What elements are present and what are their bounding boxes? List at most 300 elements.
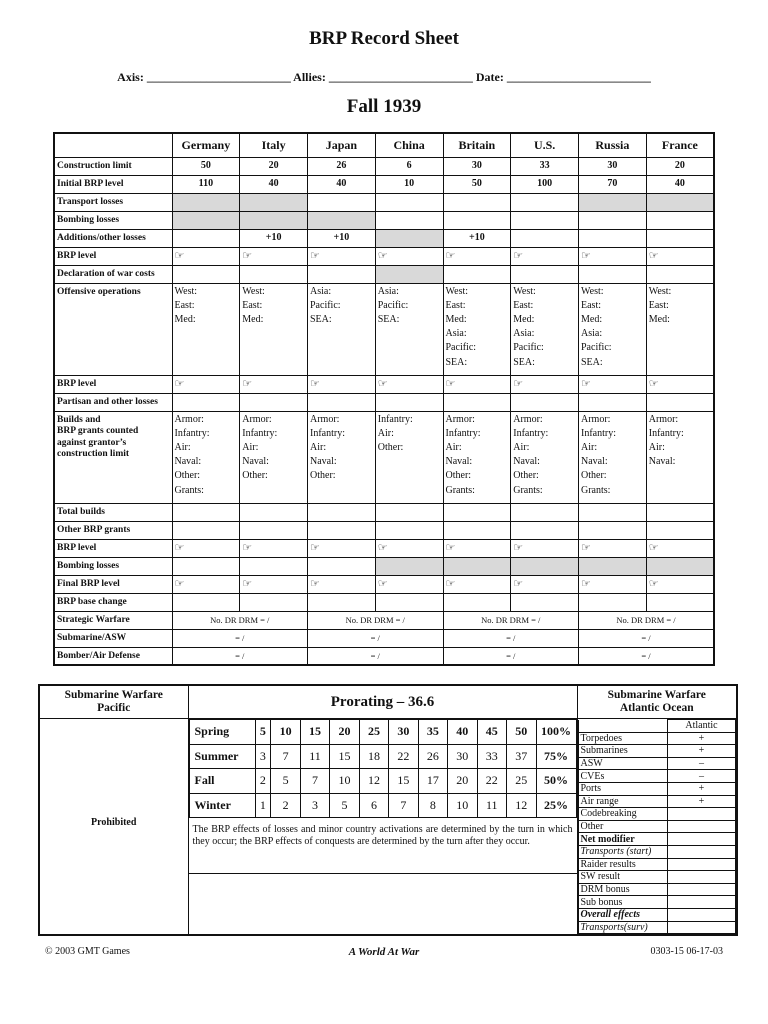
pointing-hand-icon: ☞ <box>648 577 659 590</box>
row-label: Partisan and other losses <box>54 393 172 411</box>
atlantic-row-label: Transports (start) <box>578 845 668 858</box>
combat-cell[interactable]: = / <box>443 647 579 665</box>
prorating-note: The BRP effects of losses and minor country activations are determined by the turn in which they occur; the BRP effects of conquests are determined by the turn after they occur. <box>189 818 577 874</box>
atlantic-row <box>578 833 736 846</box>
row-label: Bombing losses <box>54 557 172 575</box>
cell-additions[interactable] <box>172 229 240 247</box>
atlantic-row <box>578 795 736 808</box>
prorating-value: 17 <box>418 769 447 794</box>
cell-transport-losses[interactable] <box>172 193 240 211</box>
cell-brp-level-1[interactable] <box>375 247 443 265</box>
cell-brp-level-3[interactable] <box>579 539 647 557</box>
pointing-hand-icon: ☞ <box>174 377 185 390</box>
atlantic-row-value[interactable] <box>668 921 736 934</box>
cell-partisan[interactable] <box>308 393 376 411</box>
cell-bombing-losses-1[interactable] <box>240 211 308 229</box>
combat-cell[interactable]: = / <box>443 629 579 647</box>
prorating-title: Prorating – 36.6 <box>188 685 577 719</box>
cell-offensive[interactable]: West: East: Med: Asia: Pacific: SEA: <box>579 283 647 375</box>
row-brp-level-1 <box>54 247 714 265</box>
atlantic-row <box>578 896 736 909</box>
atlantic-row <box>578 808 736 821</box>
cell-bombing-losses-2[interactable] <box>375 557 443 575</box>
cell-brp-level-3[interactable] <box>172 539 240 557</box>
cell-brp-level-3[interactable] <box>443 539 511 557</box>
cell-partisan[interactable] <box>375 393 443 411</box>
prorating-value: 3 <box>255 744 271 769</box>
cell-total-builds[interactable] <box>308 503 376 521</box>
prorating-value: 10 <box>448 793 477 818</box>
atlantic-row-label: Submarines <box>578 745 668 758</box>
combat-cell[interactable]: = / <box>579 629 715 647</box>
atlantic-row-value[interactable]: + <box>668 745 736 758</box>
cell-base-change[interactable] <box>646 593 714 611</box>
row-construction-limit <box>54 157 714 175</box>
cell-base-change[interactable] <box>375 593 443 611</box>
prorating-value: 40 <box>448 720 477 745</box>
cell-total-builds[interactable] <box>579 503 647 521</box>
prorating-value: 15 <box>300 720 329 745</box>
row-label: Bomber/Air Defense <box>54 647 172 665</box>
atlantic-row-label: Transports(surv) <box>578 921 668 934</box>
cell-construction-limit[interactable]: 26 <box>308 157 376 175</box>
row-label: Construction limit <box>54 157 172 175</box>
cell-offensive[interactable]: West: East: Med: <box>172 283 240 375</box>
country-header: Britain <box>443 133 511 157</box>
cell-total-builds[interactable] <box>172 503 240 521</box>
pointing-hand-icon: ☞ <box>242 249 253 262</box>
cell-other-grants[interactable] <box>646 521 714 539</box>
prorating-section <box>188 719 577 936</box>
cell-total-builds[interactable] <box>646 503 714 521</box>
cell-brp-level-2[interactable] <box>375 375 443 393</box>
pointing-hand-icon: ☞ <box>242 577 253 590</box>
row-submarine <box>54 629 714 647</box>
cell-initial-brp[interactable]: 110 <box>172 175 240 193</box>
brp-record-table <box>53 132 715 666</box>
cell-brp-level-2[interactable] <box>511 375 579 393</box>
cell-offensive[interactable]: West: East: Med: <box>646 283 714 375</box>
pointing-hand-icon: ☞ <box>174 249 185 262</box>
prorating-value: 7 <box>300 769 329 794</box>
cell-declaration[interactable] <box>443 265 511 283</box>
cell-transport-losses[interactable] <box>375 193 443 211</box>
cell-total-builds[interactable] <box>240 503 308 521</box>
cell-builds[interactable]: Armor: Infantry: Air: Naval: Other: Grants: <box>579 411 647 503</box>
pointing-hand-icon: ☞ <box>581 541 591 554</box>
row-offensive <box>54 283 714 375</box>
cell-additions[interactable]: +10 <box>240 229 308 247</box>
pointing-hand-icon: ☞ <box>513 577 524 590</box>
cell-other-grants[interactable] <box>443 521 511 539</box>
cell-transport-losses[interactable] <box>579 193 647 211</box>
prorating-percent: 50% <box>536 769 576 794</box>
cell-brp-level-1[interactable] <box>308 247 376 265</box>
cell-construction-limit[interactable]: 20 <box>646 157 714 175</box>
prorating-value: 8 <box>418 793 447 818</box>
atlantic-row-value[interactable] <box>668 858 736 871</box>
prorating-percent: 75% <box>536 744 576 769</box>
cell-offensive[interactable]: Asia: Pacific: SEA: <box>375 283 443 375</box>
cell-bombing-losses-1[interactable] <box>579 211 647 229</box>
cell-brp-level-1[interactable] <box>579 247 647 265</box>
atlantic-row <box>578 782 736 795</box>
atlantic-row <box>578 858 736 871</box>
cell-construction-limit[interactable]: 20 <box>240 157 308 175</box>
cell-total-builds[interactable] <box>443 503 511 521</box>
cell-initial-brp[interactable]: 70 <box>579 175 647 193</box>
cell-partisan[interactable] <box>579 393 647 411</box>
pointing-hand-icon: ☞ <box>581 577 591 590</box>
row-label: BRP base change <box>54 593 172 611</box>
cell-other-grants[interactable] <box>375 521 443 539</box>
pointing-hand-icon: ☞ <box>445 541 456 554</box>
atlantic-row <box>578 732 736 745</box>
cell-construction-limit[interactable]: 50 <box>172 157 240 175</box>
cell-brp-level-2[interactable] <box>172 375 240 393</box>
cell-brp-level-1[interactable] <box>240 247 308 265</box>
atlantic-row-value[interactable] <box>668 845 736 858</box>
atlantic-row <box>578 921 736 934</box>
prorating-value: 2 <box>255 769 271 794</box>
cell-final-brp[interactable] <box>375 575 443 593</box>
cell-bombing-losses-1[interactable] <box>308 211 376 229</box>
atlantic-row-value[interactable] <box>668 883 736 896</box>
prorating-value: 50 <box>506 720 536 745</box>
atlantic-row-value[interactable]: + <box>668 782 736 795</box>
sw-pacific-title: Submarine Warfare Pacific <box>39 685 188 719</box>
atlantic-row-value[interactable]: – <box>668 757 736 770</box>
cell-declaration[interactable] <box>172 265 240 283</box>
atlantic-header-row <box>578 720 736 733</box>
cell-partisan[interactable] <box>240 393 308 411</box>
combat-cell[interactable]: No. DR DRM = / <box>443 611 579 629</box>
prorating-row <box>189 744 576 769</box>
cell-brp-level-2[interactable] <box>240 375 308 393</box>
pointing-hand-icon: ☞ <box>648 377 659 390</box>
cell-base-change[interactable] <box>172 593 240 611</box>
pointing-hand-icon: ☞ <box>513 377 524 390</box>
cell-bombing-losses-2[interactable] <box>646 557 714 575</box>
row-label: BRP level <box>54 539 172 557</box>
prorating-percent: 25% <box>536 793 576 818</box>
pointing-hand-icon: ☞ <box>513 541 524 554</box>
pointing-hand-icon: ☞ <box>445 249 456 262</box>
combat-cell[interactable]: = / <box>308 629 444 647</box>
prorating-value: 5 <box>271 769 300 794</box>
row-label: Declaration of war costs <box>54 265 172 283</box>
atlantic-row <box>578 757 736 770</box>
atlantic-row-label: Net modifier <box>578 833 668 846</box>
cell-other-grants[interactable] <box>240 521 308 539</box>
cell-other-grants[interactable] <box>579 521 647 539</box>
combat-cell[interactable]: No. DR DRM = / <box>172 611 308 629</box>
cell-final-brp[interactable] <box>240 575 308 593</box>
sw-atlantic-title: Submarine Warfare Atlantic Ocean <box>577 685 737 719</box>
combat-cell[interactable]: = / <box>308 647 444 665</box>
atlantic-row-value[interactable]: + <box>668 732 736 745</box>
row-label: Bombing losses <box>54 211 172 229</box>
pointing-hand-icon: ☞ <box>310 249 320 262</box>
prorating-value: 25 <box>506 769 536 794</box>
cell-builds[interactable]: Armor: Infantry: Air: Naval: Other: Grants: <box>172 411 240 503</box>
cell-declaration[interactable] <box>375 265 443 283</box>
cell-other-grants[interactable] <box>172 521 240 539</box>
cell-construction-limit[interactable]: 30 <box>443 157 511 175</box>
cell-brp-level-3[interactable] <box>511 539 579 557</box>
row-label: Additions/other losses <box>54 229 172 247</box>
prorating-table <box>189 719 577 818</box>
prorating-value: 37 <box>506 744 536 769</box>
cell-offensive[interactable]: West: East: Med: Asia: Pacific: SEA: <box>443 283 511 375</box>
row-label: Builds and BRP grants counted against grantor’s construction limit <box>54 411 172 503</box>
cell-base-change[interactable] <box>240 593 308 611</box>
cell-declaration[interactable] <box>511 265 579 283</box>
cell-bombing-losses-2[interactable] <box>443 557 511 575</box>
atlantic-header-blank <box>578 720 668 733</box>
cell-final-brp[interactable] <box>172 575 240 593</box>
prorating-value: 10 <box>271 720 300 745</box>
atlantic-row-value[interactable] <box>668 908 736 921</box>
axis-allies-date-line: Axis: ________________________ Allies: ________________________ Date: ________________________ <box>117 70 651 84</box>
pointing-hand-icon: ☞ <box>310 541 320 554</box>
cell-additions[interactable] <box>511 229 579 247</box>
prorating-value: 25 <box>359 720 388 745</box>
combat-cell[interactable]: = / <box>172 647 308 665</box>
combat-cell[interactable]: = / <box>579 647 715 665</box>
row-label: Submarine/ASW <box>54 629 172 647</box>
row-label: Strategic Warfare <box>54 611 172 629</box>
row-initial-brp <box>54 175 714 193</box>
cell-brp-level-2[interactable] <box>579 375 647 393</box>
row-label: Final BRP level <box>54 575 172 593</box>
cell-bombing-losses-1[interactable] <box>172 211 240 229</box>
row-label: Total builds <box>54 503 172 521</box>
cell-offensive[interactable]: West: East: Med: Asia: Pacific: SEA: <box>511 283 579 375</box>
pointing-hand-icon: ☞ <box>174 577 185 590</box>
cell-declaration[interactable] <box>308 265 376 283</box>
cell-transport-losses[interactable] <box>240 193 308 211</box>
atlantic-row-value[interactable] <box>668 820 736 833</box>
prorating-value: 15 <box>330 744 359 769</box>
atlantic-row <box>578 908 736 921</box>
pointing-hand-icon: ☞ <box>242 541 253 554</box>
atlantic-section <box>577 719 737 936</box>
prorating-value: 7 <box>389 793 418 818</box>
prorating-value: 18 <box>359 744 388 769</box>
cell-partisan[interactable] <box>646 393 714 411</box>
cell-declaration[interactable] <box>579 265 647 283</box>
cell-base-change[interactable] <box>308 593 376 611</box>
cell-bombing-losses-1[interactable] <box>511 211 579 229</box>
cell-offensive[interactable]: Asia: Pacific: SEA: <box>308 283 376 375</box>
cell-brp-level-1[interactable] <box>511 247 579 265</box>
prorating-value: 33 <box>477 744 506 769</box>
cell-final-brp[interactable] <box>443 575 511 593</box>
cell-construction-limit[interactable]: 6 <box>375 157 443 175</box>
row-label: Transport losses <box>54 193 172 211</box>
country-header: France <box>646 133 714 157</box>
cell-transport-losses[interactable] <box>308 193 376 211</box>
cell-builds[interactable]: Armor: Infantry: Air: Naval: <box>646 411 714 503</box>
atlantic-row-value[interactable] <box>668 833 736 846</box>
cell-total-builds[interactable] <box>375 503 443 521</box>
pointing-hand-icon: ☞ <box>581 377 591 390</box>
atlantic-row-value[interactable]: + <box>668 795 736 808</box>
prohibited-label: Prohibited <box>39 719 188 936</box>
cell-bombing-losses-1[interactable] <box>443 211 511 229</box>
cell-bombing-losses-2[interactable] <box>308 557 376 575</box>
cell-builds[interactable]: Armor: Infantry: Air: Naval: Other: <box>240 411 308 503</box>
footer-game-title: A World At War <box>348 946 420 958</box>
atlantic-row-value[interactable] <box>668 896 736 909</box>
atlantic-row-label: Ports <box>578 782 668 795</box>
country-header: Russia <box>579 133 647 157</box>
cell-bombing-losses-2[interactable] <box>240 557 308 575</box>
cell-brp-level-3[interactable] <box>646 539 714 557</box>
country-header: U.S. <box>511 133 579 157</box>
row-label: Offensive operations <box>54 283 172 375</box>
cell-builds[interactable]: Infantry: Air: Other: <box>375 411 443 503</box>
row-strategic <box>54 611 714 629</box>
cell-additions[interactable] <box>646 229 714 247</box>
cell-brp-level-2[interactable] <box>308 375 376 393</box>
cell-base-change[interactable] <box>579 593 647 611</box>
cell-other-grants[interactable] <box>308 521 376 539</box>
cell-brp-level-1[interactable] <box>443 247 511 265</box>
cell-final-brp[interactable] <box>579 575 647 593</box>
cell-additions[interactable] <box>375 229 443 247</box>
cell-brp-level-3[interactable] <box>375 539 443 557</box>
cell-final-brp[interactable] <box>308 575 376 593</box>
prorating-value: 30 <box>448 744 477 769</box>
prorating-value: 5 <box>255 720 271 745</box>
cell-initial-brp[interactable]: 100 <box>511 175 579 193</box>
cell-additions[interactable]: +10 <box>308 229 376 247</box>
prorating-percent: 100% <box>536 720 576 745</box>
prorating-value: 11 <box>477 793 506 818</box>
cell-brp-level-3[interactable] <box>240 539 308 557</box>
cell-initial-brp[interactable]: 40 <box>646 175 714 193</box>
page-title: BRP Record Sheet <box>309 28 459 49</box>
row-label: BRP level <box>54 247 172 265</box>
cell-bombing-losses-2[interactable] <box>172 557 240 575</box>
row-bombing-losses-2 <box>54 557 714 575</box>
pointing-hand-icon: ☞ <box>648 541 659 554</box>
cell-total-builds[interactable] <box>511 503 579 521</box>
prorating-value: 12 <box>506 793 536 818</box>
prorating-row <box>189 720 576 745</box>
cell-transport-losses[interactable] <box>443 193 511 211</box>
cell-bombing-losses-1[interactable] <box>646 211 714 229</box>
prorating-value: 12 <box>359 769 388 794</box>
row-label: Other BRP grants <box>54 521 172 539</box>
cell-partisan[interactable] <box>511 393 579 411</box>
cell-partisan[interactable] <box>172 393 240 411</box>
atlantic-row-value[interactable] <box>668 808 736 821</box>
country-header: China <box>375 133 443 157</box>
cell-additions[interactable] <box>579 229 647 247</box>
row-additions <box>54 229 714 247</box>
prorating-value: 2 <box>271 793 300 818</box>
cell-base-change[interactable] <box>443 593 511 611</box>
cell-partisan[interactable] <box>443 393 511 411</box>
atlantic-row-label: Sub bonus <box>578 896 668 909</box>
cell-construction-limit[interactable]: 30 <box>579 157 647 175</box>
cell-other-grants[interactable] <box>511 521 579 539</box>
prorating-value: 26 <box>418 744 447 769</box>
cell-brp-level-2[interactable] <box>443 375 511 393</box>
atlantic-row-value[interactable]: – <box>668 770 736 783</box>
atlantic-row <box>578 871 736 884</box>
cell-builds[interactable]: Armor: Infantry: Air: Naval: Other: Grants: <box>511 411 579 503</box>
prorating-row <box>189 769 576 794</box>
cell-brp-level-1[interactable] <box>172 247 240 265</box>
cell-declaration[interactable] <box>646 265 714 283</box>
cell-bombing-losses-2[interactable] <box>579 557 647 575</box>
cell-final-brp[interactable] <box>646 575 714 593</box>
prorating-value: 15 <box>389 769 418 794</box>
footer-code: 0303-15 06-17-03 <box>650 946 723 957</box>
cell-bombing-losses-2[interactable] <box>511 557 579 575</box>
cell-brp-level-3[interactable] <box>308 539 376 557</box>
cell-builds[interactable]: Armor: Infantry: Air: Naval: Other: <box>308 411 376 503</box>
row-brp-level-2 <box>54 375 714 393</box>
combat-cell[interactable]: No. DR DRM = / <box>579 611 715 629</box>
cell-brp-level-1[interactable] <box>646 247 714 265</box>
cell-additions[interactable]: +10 <box>443 229 511 247</box>
prorating-value: 1 <box>255 793 271 818</box>
row-bombing-losses-1 <box>54 211 714 229</box>
row-final-brp <box>54 575 714 593</box>
cell-transport-losses[interactable] <box>511 193 579 211</box>
bottom-panel <box>38 684 738 936</box>
atlantic-row-label: SW result <box>578 871 668 884</box>
atlantic-row-value[interactable] <box>668 871 736 884</box>
country-header: Italy <box>240 133 308 157</box>
cell-brp-level-2[interactable] <box>646 375 714 393</box>
row-total-builds <box>54 503 714 521</box>
prorating-value: 10 <box>330 769 359 794</box>
prorating-value: 35 <box>418 720 447 745</box>
cell-initial-brp[interactable]: 50 <box>443 175 511 193</box>
cell-initial-brp[interactable]: 40 <box>308 175 376 193</box>
cell-construction-limit[interactable]: 33 <box>511 157 579 175</box>
atlantic-row <box>578 820 736 833</box>
cell-initial-brp[interactable]: 40 <box>240 175 308 193</box>
cell-bombing-losses-1[interactable] <box>375 211 443 229</box>
cell-final-brp[interactable] <box>511 575 579 593</box>
cell-declaration[interactable] <box>240 265 308 283</box>
row-builds <box>54 411 714 503</box>
pointing-hand-icon: ☞ <box>174 541 185 554</box>
cell-builds[interactable]: Armor: Infantry: Air: Naval: Other: Grants: <box>443 411 511 503</box>
combat-cell[interactable]: No. DR DRM = / <box>308 611 444 629</box>
pointing-hand-icon: ☞ <box>377 377 388 390</box>
cell-initial-brp[interactable]: 10 <box>375 175 443 193</box>
season-label: Fall <box>189 769 255 794</box>
atlantic-row-label: DRM bonus <box>578 883 668 896</box>
cell-transport-losses[interactable] <box>646 193 714 211</box>
cell-base-change[interactable] <box>511 593 579 611</box>
pointing-hand-icon: ☞ <box>310 577 320 590</box>
atlantic-row <box>578 883 736 896</box>
season-label: Spring <box>189 720 255 745</box>
combat-cell[interactable]: = / <box>172 629 308 647</box>
atlantic-row-label: ASW <box>578 757 668 770</box>
pointing-hand-icon: ☞ <box>377 577 388 590</box>
cell-offensive[interactable]: West: East: Med: <box>240 283 308 375</box>
